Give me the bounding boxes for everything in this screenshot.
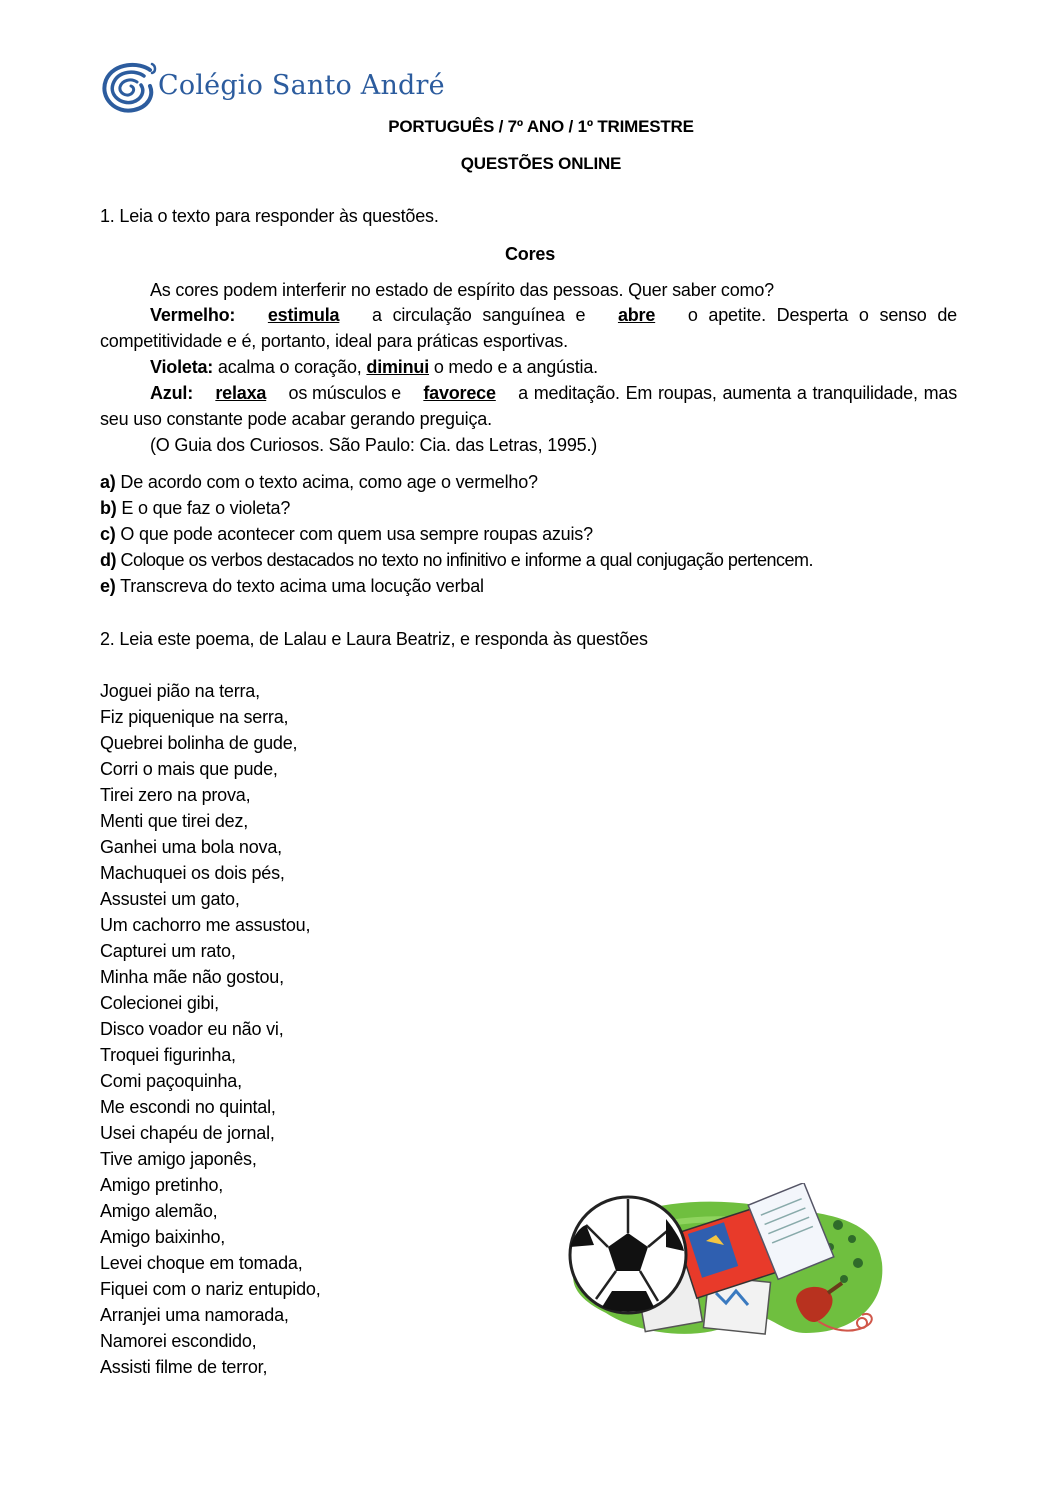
question-letter: c) [100,524,116,544]
text-azul-cont: seu uso constante pode acabar gerando preguiça. [100,409,492,429]
question-d [100,548,813,572]
poem-line: Assisti filme de terror, [100,1357,268,1377]
question-b [100,496,290,520]
poem-line: Arranjei uma namorada, [100,1305,289,1325]
poem-line: Levei choque em tomada, [100,1253,303,1273]
poem-line: Fiquei com o nariz entupido, [100,1279,321,1299]
question-text: O que pode acontecer com quem usa sempre roupas azuis? [120,524,593,544]
poem-line: Corri o mais que pude, [100,759,278,779]
q1-intro: 1. Leia o texto para responder às questões. [100,206,439,226]
poem-line: Minha mãe não gostou, [100,967,284,987]
text-source: (O Guia dos Curiosos. São Paulo: Cia. das Letras, 1995.) [150,435,598,455]
verb-estimula: estimula [267,305,340,325]
school-logo [100,60,445,116]
poem-line: Assustei um gato, [100,889,240,909]
text-vermelho-1: a circulação sanguínea e [371,305,586,325]
verb-relaxa: relaxa [215,383,267,403]
text-paragraph-1: As cores podem interferir no estado de espírito das pessoas. Quer saber como? [150,280,774,300]
verb-diminui: diminui [366,357,429,377]
poem-line: Colecionei gibi, [100,993,219,1013]
poem-line: Disco voador eu não vi, [100,1019,284,1039]
question-letter: e) [100,576,116,596]
poem-line: Amigo pretinho, [100,1175,224,1195]
question-c [100,522,593,546]
text-paragraph-azul [150,381,957,405]
poem-line: Fiz piquenique na serra, [100,707,289,727]
text-azul-1: os músculos e [288,383,401,403]
poem-line: Menti que tirei dez, [100,811,249,831]
poem-line: Namorei escondido, [100,1331,257,1351]
logo-text: Colégio Santo André [158,70,445,101]
text-paragraph-violeta [150,355,598,379]
text-azul-2: a meditação. Em roupas, aumenta a tranquilidade, mas [518,383,957,403]
question-letter: a) [100,472,116,492]
text-violeta-1: acalma o coração, [217,357,362,377]
poem-line: Troquei figurinha, [100,1045,236,1065]
poem-line: Quebrei bolinha de gude, [100,733,298,753]
text-vermelho-2: o apetite. Desperta o senso de [687,305,957,325]
label-violeta: Violeta: [150,357,214,377]
poem-line: Um cachorro me assustou, [100,915,311,935]
question-text: E o que faz o violeta? [121,498,291,518]
poem-line: Capturei um rato, [100,941,236,961]
text-paragraph-vermelho [150,303,957,327]
verb-abre: abre [617,305,656,325]
poem-line: Joguei pião na terra, [100,681,260,701]
question-text: Coloque os verbos destacados no texto no infinitivo e informe a qual conjugação pertencem. [120,550,813,570]
poem-line: Me escondi no quintal, [100,1097,276,1117]
poem-line: Tirei zero na prova, [100,785,251,805]
poem-line: Usei chapéu de jornal, [100,1123,275,1143]
question-e [100,574,484,598]
page-title: PORTUGUÊS / 7º ANO / 1º TRIMESTRE [388,117,694,136]
poem-line: Comi paçoquinha, [100,1071,242,1091]
q2-intro: 2. Leia este poema, de Lalau e Laura Beatriz, e responda às questões [100,629,648,649]
label-vermelho: Vermelho: [150,305,236,325]
question-a [100,470,538,494]
question-text: Transcreva do texto acima uma locução verbal [120,576,484,596]
question-letter: d) [100,550,116,570]
poem-line: Amigo baixinho, [100,1227,226,1247]
text-title: Cores [505,244,556,264]
question-letter: b) [100,498,117,518]
question-text: De acordo com o texto acima, como age o vermelho? [120,472,538,492]
swirl-logo-icon [100,60,160,116]
text-vermelho-cont: competitividade e é, portanto, ideal para práticas esportivas. [100,331,568,351]
poem-line: Ganhei uma bola nova, [100,837,282,857]
text-violeta-2: o medo e a angústia. [433,357,598,377]
page-subtitle: QUESTÕES ONLINE [460,154,622,173]
verb-favorece: favorece [423,383,496,403]
label-azul: Azul: [150,383,193,403]
poem-line: Machuquei os dois pés, [100,863,285,883]
toys-illustration [556,1183,886,1348]
poem-line: Tive amigo japonês, [100,1149,257,1169]
poem-line: Amigo alemão, [100,1201,218,1221]
